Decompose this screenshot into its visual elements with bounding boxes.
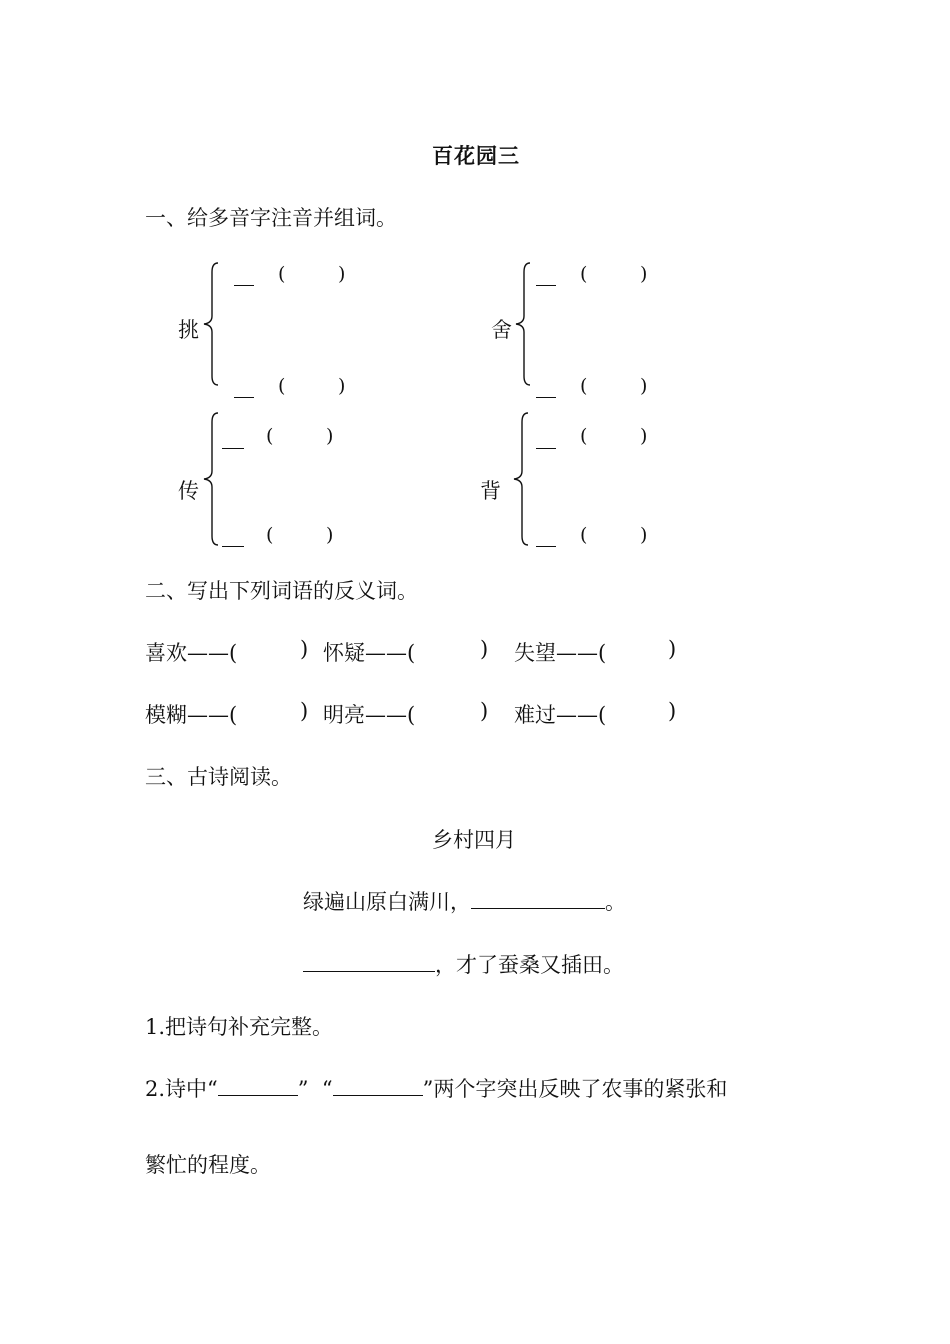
pinyin-blank[interactable] xyxy=(222,448,244,449)
paren-close: ) xyxy=(326,425,334,447)
paren-close: ) xyxy=(640,263,648,285)
poem-title: 乡村四月 xyxy=(432,828,516,852)
left-brace-icon xyxy=(200,412,220,546)
paren-open: ( xyxy=(278,375,286,397)
antonym-item-close: ) xyxy=(300,637,309,661)
page-title: 百花园三 xyxy=(432,143,520,168)
question-2-end: ”两个字突出反映了农事的紧张和 xyxy=(422,1077,728,1101)
poem-line-1-end: 。 xyxy=(605,890,626,914)
left-brace-icon xyxy=(510,412,530,546)
antonym-item-close: ) xyxy=(668,699,677,723)
answer-blank[interactable] xyxy=(333,1075,423,1096)
antonym-item-close: ) xyxy=(300,699,309,723)
poem-line-2 xyxy=(303,949,624,979)
poem-line-1 xyxy=(303,886,626,916)
antonym-item-prompt: 模糊——( xyxy=(145,703,238,727)
paren-close: ) xyxy=(640,375,648,397)
left-brace-icon xyxy=(512,262,532,386)
section3-heading: 三、古诗阅读。 xyxy=(145,765,292,789)
paren-open: ( xyxy=(278,263,286,285)
poem-blank[interactable] xyxy=(303,951,435,972)
pinyin-blank[interactable] xyxy=(222,546,244,547)
pinyin-blank[interactable] xyxy=(536,397,556,398)
paren-open: ( xyxy=(266,425,274,447)
paren-open: ( xyxy=(266,524,274,546)
section2-heading: 二、写出下列词语的反义词。 xyxy=(145,579,418,603)
polyphone-char: 传 xyxy=(178,479,199,503)
question-2-mid: ” “ xyxy=(297,1077,333,1101)
polyphone-char: 舍 xyxy=(491,318,512,342)
paren-open: ( xyxy=(580,375,588,397)
antonym-item-prompt: 难过——( xyxy=(514,703,607,727)
antonym-item-prompt: 失望——( xyxy=(514,641,607,665)
polyphone-char: 挑 xyxy=(178,318,199,342)
polyphone-char: 背 xyxy=(480,479,501,503)
paren-close: ) xyxy=(326,524,334,546)
pinyin-blank[interactable] xyxy=(234,397,254,398)
section1-heading: 一、给多音字注音并组词。 xyxy=(145,206,397,230)
paren-open: ( xyxy=(580,524,588,546)
question-2 xyxy=(145,1073,727,1103)
pinyin-blank[interactable] xyxy=(536,285,556,286)
question-2-start: 2.诗中“ xyxy=(145,1077,218,1101)
paren-open: ( xyxy=(580,425,588,447)
antonym-item-prompt: 怀疑——( xyxy=(323,641,416,665)
antonym-item-close: ) xyxy=(668,637,677,661)
antonym-item-prompt: 喜欢——( xyxy=(145,641,238,665)
pinyin-blank[interactable] xyxy=(536,448,556,449)
antonym-item-prompt: 明亮——( xyxy=(323,703,416,727)
poem-line-1-text: 绿遍山原白满川， xyxy=(303,890,471,914)
question-1: 1.把诗句补充完整。 xyxy=(145,1015,334,1039)
paren-open: ( xyxy=(580,263,588,285)
poem-line-2-text: ，才了蚕桑又插田。 xyxy=(435,953,624,977)
paren-close: ) xyxy=(640,425,648,447)
answer-blank[interactable] xyxy=(218,1075,298,1096)
paren-close: ) xyxy=(338,375,346,397)
pinyin-blank[interactable] xyxy=(234,285,254,286)
antonym-item-close: ) xyxy=(480,637,489,661)
question-2-continuation: 繁忙的程度。 xyxy=(145,1153,271,1177)
antonym-item-close: ) xyxy=(480,699,489,723)
left-brace-icon xyxy=(200,262,220,386)
paren-close: ) xyxy=(338,263,346,285)
paren-close: ) xyxy=(640,524,648,546)
pinyin-blank[interactable] xyxy=(536,546,556,547)
poem-blank[interactable] xyxy=(471,888,605,909)
